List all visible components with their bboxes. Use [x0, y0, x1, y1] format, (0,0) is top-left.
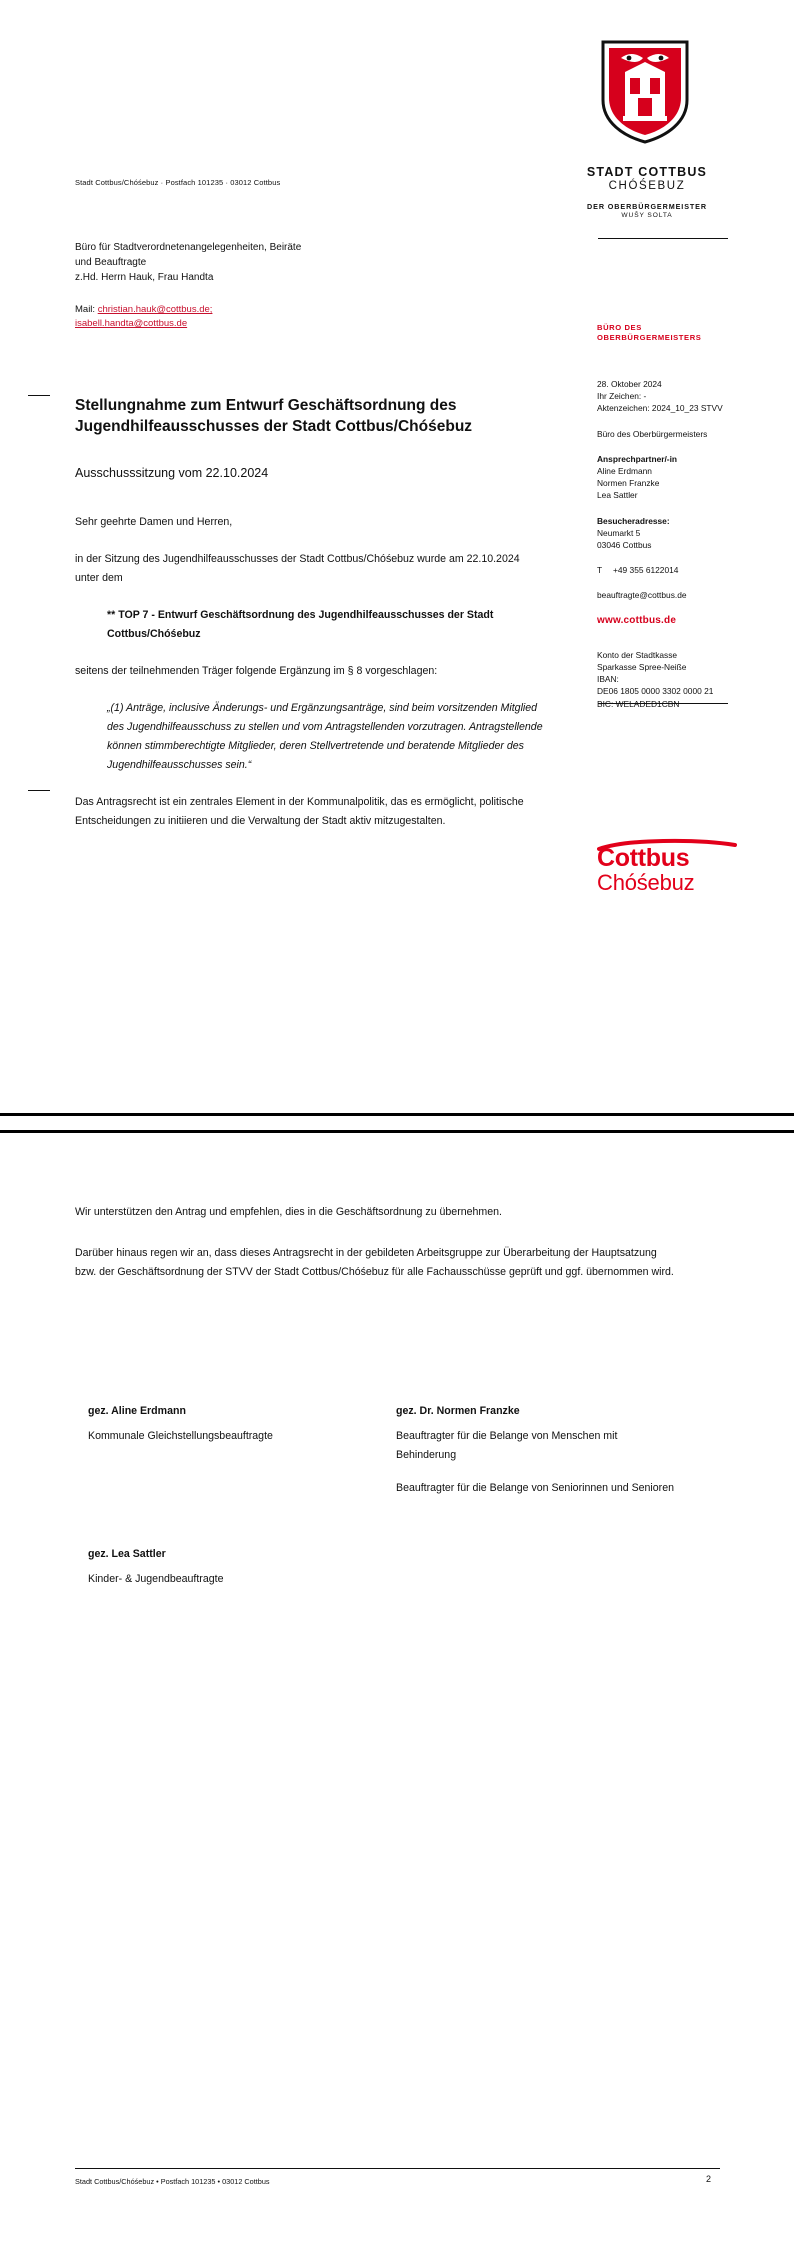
- signature-name: gez. Aline Erdmann: [88, 1405, 186, 1417]
- paragraph: seitens der teilnehmenden Träger folgende Ergänzung im § 8 vorgeschlagen:: [75, 665, 438, 677]
- paragraph: Wir unterstützen den Antrag und empfehlen, dies in die Geschäftsordnung zu übernehmen.: [75, 1206, 502, 1218]
- department-line-2: OBERBÜRGERMEISTERS: [597, 333, 702, 342]
- page-title: Stellungnahme zum Entwurf Geschäftsordnung des Jugendhilfeausschusses der Stadt Cottbus/Chóśebuz: [75, 397, 473, 435]
- visit-address-line: 03046 Cottbus: [597, 540, 652, 551]
- paragraph: in der Sitzung des Jugendhilfeausschusses der Stadt Cottbus/Chóśebuz wurde am 22.10.2024 unter dem: [75, 553, 520, 584]
- signature-name: gez. Dr. Normen Franzke: [396, 1405, 520, 1417]
- visit-address-label: Besucheradresse:: [597, 515, 670, 526]
- paragraph: Das Antragsrecht ist ein zentrales Element in der Kommunalpolitik, das es ermöglicht, politische Entscheidungen zu initiieren und die Verwaltung der Stadt aktiv mitzugestalten.: [75, 796, 524, 827]
- logo-line-1: Cottbus: [597, 844, 690, 872]
- contact-name: Normen Franzke: [597, 478, 660, 489]
- divider-top: [598, 238, 728, 239]
- signature-role: Beauftragter für die Belange von Menschen mit Behinderung: [396, 1430, 618, 1461]
- paragraph: Sehr geehrte Damen und Herren,: [75, 516, 233, 528]
- footer-divider: [75, 2168, 720, 2169]
- email-link-hauk[interactable]: christian.hauk@cottbus.de;: [97, 304, 213, 315]
- mail-block: [75, 303, 212, 331]
- brand-city: STADT COTTBUS: [586, 165, 708, 179]
- logo-line-2: Chóśebuz: [597, 870, 695, 895]
- bank-line: IBAN:: [597, 674, 619, 685]
- cottbus-logo: [597, 845, 737, 895]
- signature-role: Kommunale Gleichstellungsbeauftragte: [88, 1430, 273, 1442]
- page-separator: [0, 1113, 794, 1133]
- your-reference: Ihr Zeichen: -: [597, 391, 647, 402]
- email-link-handta[interactable]: isabell.handta@cottbus.de: [75, 318, 188, 329]
- phone-number: +49 355 6122014: [613, 565, 679, 576]
- letter-body: [75, 513, 545, 849]
- sender-line: Stadt Cottbus/Chóśebuz · Postfach 101235 · 03012 Cottbus: [75, 178, 281, 187]
- office-email[interactable]: beauftragte@cottbus.de: [597, 590, 687, 601]
- fold-mark-top: [28, 395, 50, 396]
- address-line: Büro für Stadtverordnetenangelegenheiten, Beiräte: [75, 242, 302, 253]
- signature-block-franzke: [396, 1402, 676, 1498]
- bank-line: Sparkasse Spree-Neiße: [597, 662, 687, 673]
- page-two-body: [75, 1203, 675, 1304]
- bank-line: BIC: WELADED1CBN: [597, 698, 680, 709]
- letter-date: 28. Oktober 2024: [597, 379, 662, 389]
- department-label: [597, 323, 701, 343]
- quoted-proposal: „(1) Anträge, inclusive Änderungs- und Ergänzungsanträge, sind beim vorsitzenden Mitglied des Jugendhilfeausschuss zu stellen und vom Antragstellenden vorzutragen. Antragstellende können stimmberechtigte Mitglieder, deren Stellvertretende und beratende Mitglieder des Jugendhilfeausschusses sein.“: [107, 702, 543, 771]
- contact-label: Ansprechpartner/-in: [597, 453, 678, 464]
- signature-role: Beauftragter für die Belange von Seniorinnen und Senioren: [396, 1482, 674, 1494]
- bank-line: Konto der Stadtkasse: [597, 649, 678, 660]
- contact-name: Aline Erdmann: [597, 466, 652, 477]
- office-name: Büro des Oberbürgermeisters: [597, 428, 708, 439]
- info-column: [597, 378, 747, 723]
- signature-block-sattler: [88, 1545, 368, 1589]
- brand-block: [573, 165, 721, 219]
- address-line: und Beauftragte: [75, 257, 147, 268]
- fold-mark-bottom: [28, 790, 50, 791]
- address-line: z.Hd. Herrn Hauk, Frau Handta: [75, 272, 214, 283]
- brand-role: DER OBERBÜRGERMEISTER: [587, 202, 707, 211]
- coat-of-arms-icon: [597, 38, 693, 144]
- phone-label: T: [597, 565, 603, 576]
- website-link[interactable]: www.cottbus.de: [597, 614, 677, 626]
- department-line-1: BÜRO DES: [597, 323, 642, 332]
- visit-address-line: Neumarkt 5: [597, 527, 641, 538]
- contact-name: Lea Sattler: [597, 490, 638, 501]
- paragraph: Darüber hinaus regen wir an, dass dieses Antragsrecht in der gebildeten Arbeitsgruppe zur Überarbeitung der Hauptsatzung bzw. der Geschäftsordnung der STVV der Stadt Cottbus/Chóśebuz für alle Fachausschüsse geprüft und ggf. übernommen wird.: [75, 1247, 674, 1278]
- footer-text: Stadt Cottbus/Chóśebuz • Postfach 101235 • 03012 Cottbus: [75, 2177, 270, 2186]
- brand-city-sorbian: CHÓŚEBUZ: [608, 180, 686, 192]
- mail-label: Mail:: [75, 304, 96, 315]
- brand-role-sorbian: WUŠY SOLTA: [621, 212, 673, 219]
- recipient-address: [75, 240, 301, 285]
- signature-name: gez. Lea Sattler: [88, 1548, 166, 1560]
- bank-line: DE06 1805 0000 3302 0000 21: [597, 686, 714, 697]
- agenda-item: ** TOP 7 - Entwurf Geschäftsordnung des Jugendhilfeausschusses der Stadt Cottbus/Chóśebuz: [107, 609, 494, 640]
- signature-role: Kinder- & Jugendbeauftragte: [88, 1573, 224, 1585]
- signature-block-erdmann: [88, 1402, 328, 1446]
- page-subtitle: Ausschusssitzung vom 22.10.2024: [75, 466, 269, 480]
- file-reference: Aktenzeichen: 2024_10_23 STVV: [597, 403, 723, 414]
- page-number: 2: [706, 2174, 712, 2184]
